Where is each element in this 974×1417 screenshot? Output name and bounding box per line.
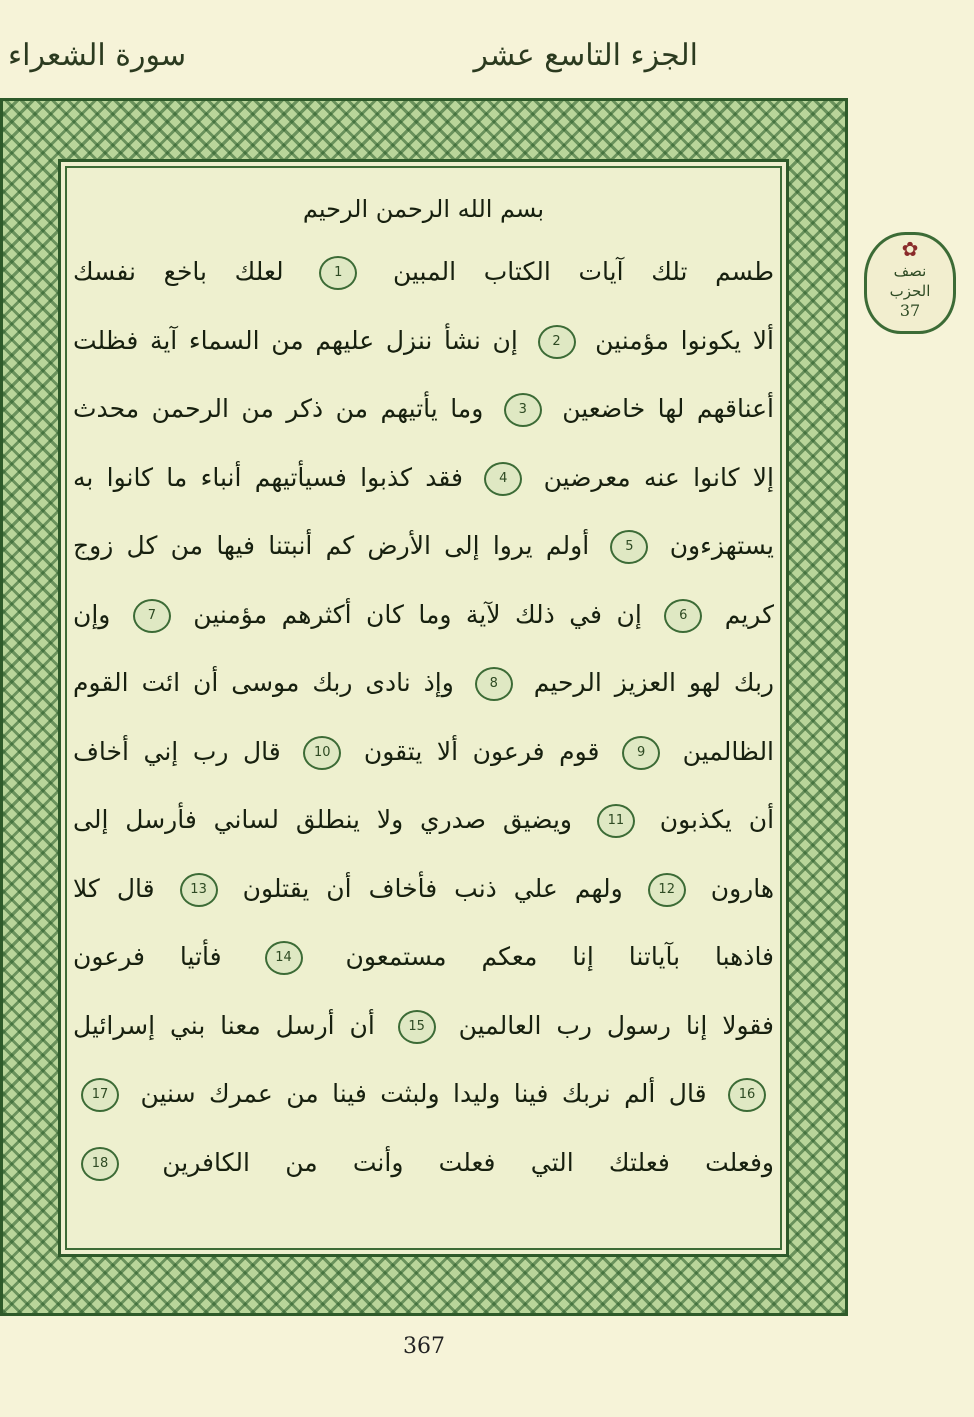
ayah-number-marker: 11 xyxy=(597,804,635,838)
ayah-number-marker: 12 xyxy=(648,873,686,907)
verse-text: قوم فرعون ألا يتقون xyxy=(363,736,600,766)
verse-line xyxy=(73,238,774,307)
verse-line xyxy=(73,649,774,718)
ayah-number-marker: 13 xyxy=(180,873,218,907)
verse-text: هارون xyxy=(710,873,774,903)
verse-text: وإذ نادى ربك موسى أن ائت القوم xyxy=(73,668,454,697)
hizb-label: الحزب xyxy=(889,282,931,300)
ayah-number-marker: 7 xyxy=(133,599,171,633)
verse-text: أن يكذبون xyxy=(659,805,774,834)
verse-line xyxy=(73,307,774,376)
verse-text: قال ألم نربك فينا وليدا ولبثت فينا من عمرك سنين xyxy=(140,1079,707,1108)
ayah-number-marker: 14 xyxy=(265,941,303,975)
ayah-number-marker: 16 xyxy=(728,1078,766,1112)
verse-text: إن في ذلك لآية وما كان أكثرهم مؤمنين xyxy=(193,599,642,629)
verse-text: أن أرسل معنا بني إسرائيل xyxy=(73,1010,375,1040)
ayah-number-marker: 4 xyxy=(484,462,522,496)
juz-title: الجزء التاسع عشر xyxy=(473,38,698,73)
verse-lines xyxy=(73,180,774,1197)
verse-text: وفعلت فعلتك التي فعلت وأنت من الكافرين xyxy=(162,1147,774,1177)
verse-text: قال رب إني أخاف xyxy=(73,736,281,766)
basmala: بسم الله الرحمن الرحيم xyxy=(302,195,545,223)
verse-text: ويضيق صدري ولا ينطلق لساني فأرسل إلى xyxy=(73,805,572,834)
verse-line xyxy=(73,923,774,992)
verse-text: الظالمين xyxy=(682,736,774,766)
surah-title: سورة الشعراء xyxy=(8,38,187,73)
verse-line xyxy=(73,1060,774,1129)
verse-text: ولهم علي ذنب فأخاف أن يقتلون xyxy=(242,873,623,903)
ayah-number-marker: 9 xyxy=(622,736,660,770)
ayah-number-marker: 8 xyxy=(475,667,513,701)
verse-text: ربك لهو العزيز الرحيم xyxy=(533,668,774,697)
verse-line xyxy=(73,855,774,924)
verse-text: فقد كذبوا فسيأتيهم أنباء ما كانوا به xyxy=(73,462,463,492)
verse-text: أعناقهم لها خاضعين xyxy=(562,394,774,423)
ayah-number-marker: 2 xyxy=(538,325,576,359)
verse-text: فأتيا فرعون xyxy=(73,942,222,971)
ayah-number-marker: 10 xyxy=(303,736,341,770)
verse-line xyxy=(73,375,774,444)
verse-text: أولم يروا إلى الأرض كم أنبتنا فيها من كل زوج xyxy=(73,531,590,560)
verse-text: طسم تلك آيات الكتاب المبين xyxy=(392,257,774,286)
hizb-number: 37 xyxy=(899,301,921,320)
flower-icon: ✿ xyxy=(901,237,919,261)
verse-text: لعلك باخع نفسك xyxy=(73,257,284,286)
ornamental-border xyxy=(0,98,848,1316)
ayah-number-marker: 3 xyxy=(504,393,542,427)
verse-text: فاذهبا بآياتنا إنا معكم مستمعون xyxy=(345,942,774,971)
page-number: 367 xyxy=(403,1334,445,1359)
verse-line xyxy=(73,444,774,513)
verse-text: ألا يكونوا مؤمنين xyxy=(595,325,774,355)
verse-text: إلا كانوا عنه معرضين xyxy=(543,462,774,492)
verse-line xyxy=(73,1129,774,1198)
verse-text: كريم xyxy=(724,599,774,629)
verse-text: يستهزءون xyxy=(669,531,774,560)
ayah-number-marker: 15 xyxy=(398,1010,436,1044)
hizb-marker xyxy=(864,232,956,334)
text-panel xyxy=(58,159,789,1257)
ayah-number-marker: 18 xyxy=(81,1147,119,1181)
verse-text: وما يأتيهم من ذكر من الرحمن محدث xyxy=(73,394,484,423)
verse-line xyxy=(73,992,774,1061)
ayah-number-marker: 6 xyxy=(664,599,702,633)
ayah-number-marker: 5 xyxy=(610,530,648,564)
verse-line xyxy=(73,581,774,650)
verse-line xyxy=(73,786,774,855)
verse-text: فقولا إنا رسول رب العالمين xyxy=(458,1010,774,1040)
verse-line xyxy=(73,718,774,787)
verse-text: إن نشأ ننزل عليهم من السماء آية فظلت xyxy=(73,325,518,355)
verse-text: وإن xyxy=(73,599,111,629)
ayah-number-marker: 1 xyxy=(319,256,357,290)
verse-line xyxy=(73,512,774,581)
hizb-label-top: نصف xyxy=(893,262,927,280)
verse-text: قال كلا xyxy=(73,873,155,903)
ayah-number-marker: 17 xyxy=(81,1078,119,1112)
